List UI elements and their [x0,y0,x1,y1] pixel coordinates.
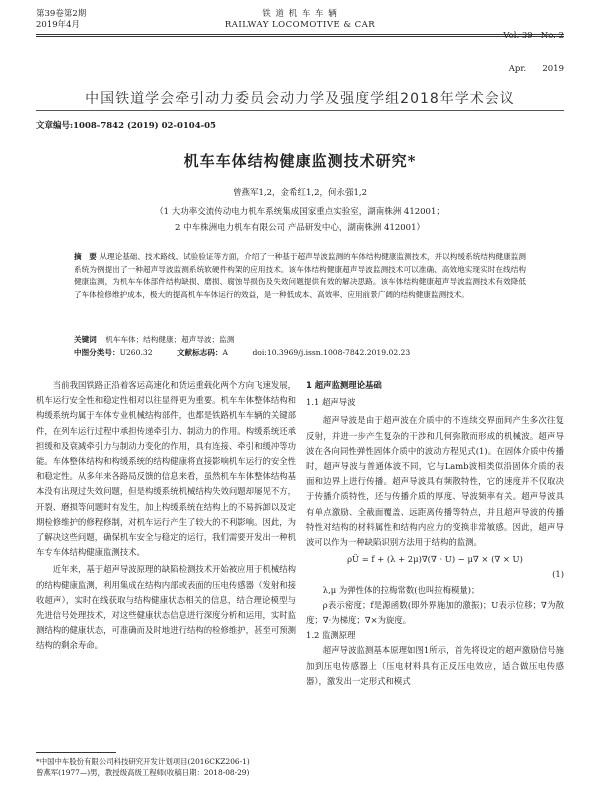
section-1-heading: 1 超声监测理论基础 [306,380,382,390]
abstract-label: 摘 要 [74,252,97,261]
header-rule [36,34,564,35]
intro-paragraph-1: 当前我国铁路正沿着客运高速化和货运重载化两个方向飞速发展，机车运行安全性和稳定性相对以往显得更为重要。机车车体整体结构和构缓系统均属于车体专业机械结构部件，也都是铁路机车车辆的关键部件，在列车运行过程中承担传递牵引力、制动力的作用。构缓系统还承担缓和及衰减牵引力与制动力变化的作用，具有连接、牵引和缓冲等功能。车体整体结构和构缓系统的结构健康将直接影响机车运行的安全性和稳定性。从多年来各路局反馈的信息来看，虽然机车车体整体结构基本没有出现过失效问题，但是构缓系统机械结构失效问题却屡见不方，开裂、磨损等问题时有发生，加上构缓系统在结构上的不易拆卸以及定期检修维护的修程修制，对机车运行产生了较大的不利影响。因此，为了解决这些问题，确保机车安全与稳定的运行，我们需要开发出一种机车专车体结构健康监测技术。 [36,380,296,558]
keywords [74,334,526,347]
banner-rule [36,110,564,111]
footnote-rule [36,752,116,753]
doc-code: A [222,348,229,357]
authors: 曾燕军1,2，金希红1,2，何永强1,2 [232,188,368,198]
footnote-funding: *中国中车股份有限公司科技研究开发计划项目(2016CKZ206-1) [36,757,250,766]
wave-equation: ρÜ = f + (λ + 2μ)∇(∇ · U) − μ∇ × (∇ × U) [347,554,523,565]
section-1-1-paragraph: 超声导波是由于超声波在介质中的不连续交界面间产生多次往复反射，并进一步产生复杂的干涉和几何弥散而形成的机械波。超声导波在各向同性弹性固体介质中的波动方程见式(1)。在固体介质中传播时，超声导波与普通体波不同，它与Lamb波相类似沿固体介质的表面和边界上进行传播。超声导波具有频散特性，它的速度并不仅取决于传播介质特性，还与传播介质的厚度、导波频率有关。超声导波具有单点激励、全截面覆盖、远距离传播等特点，并且超声导波的传播特性对结构的材料属性和结构内应力的变换非常敏感。因此，超声导波可以作为一种缺陷识别方法用于结构的监测。 [306,415,564,548]
classification [74,347,534,360]
journal-issue: Vol. 39 No. 2 Apr. 2019 [503,31,564,74]
affiliation-1: （1 大功率交流传动电力机车系统集成国家重点实验室，湖南株洲 412001； [155,207,445,217]
clc-label: 中图分类号： [74,348,120,357]
clc-number: U260.32 [119,348,153,357]
affiliation-2: 2 中车株洲电力机车有限公司 产品研发中心，湖南株洲 412001） [175,223,425,233]
footnote [36,756,298,778]
section-1-2-paragraph: 超声导波监测基本原理如图1所示，首先将设定的超声激励信号施加到压电传感器上（压电材料具有正反压电效应，适合做压电传感器），激发出一定形式和模式 [306,645,564,686]
equation-note-2: ρ表示密度；f是源函数(即外界施加的激振)；U表示位移；∇为散度；∇·为梯度；∇×为旋度。 [306,599,564,626]
header-rule-thin [36,36,564,37]
abstract-text: 从理论基础、技术路线、试验验证等方面，介绍了一种基于超声导波监测的车体结构健康监测技术，并以构缓系统结构健康监测系统为例提出了一种超声导波监测系统软硬件构架的应用技术。该车体结构健康超声导波监测技术可以准确、高效地实现实时在线结构健康监测，为机车车体部件结构缺损、磨损、腐蚀导损伤及失效问题提供有效的解决思路。该车体结构健康超声导波监测技术有效降低了车体检修维护成本，极大的提高机车车体运行的效益，是一种低成本、高效率、应用前景广阔的结构健康监测技术。 [74,252,527,299]
journal-volume: 第39卷第2期 2019年4月 [36,9,87,30]
keywords-label: 关键词 [74,335,97,344]
equation-number: (1) [552,569,564,580]
conference-banner: 中国铁道学会牵引动力委员会动力学及强度学组2018年学术会议 [85,91,515,107]
article-number: 文章编号:1008-7842 (2019) 02-0104-05 [36,121,216,131]
keywords-text: 机车车体；结构健康；超声导波；监测 [105,335,235,344]
abstract [74,251,526,301]
equation-note-1: λ,μ 为弹性体的拉梅常数(也叫拉梅模量)； [322,584,480,595]
doc-code-label: 文献标志码： [176,348,223,357]
right-column [306,378,564,689]
journal-title: 铁 道 机 车 车 辆 RAILWAY LOCOMOTIVE & CAR [224,9,376,30]
section-1-2-heading: 1.2 监测原理 [306,630,356,641]
doi: doi:10.3969/j.issn.1008-7842.2019.02.23 [252,348,411,357]
paper-title: 机车车体结构健康监测技术研究* [183,152,417,170]
footnote-author: 曾燕军(1977—)男，教授级高级工程师(收稿日期：2018-08-29) [36,768,250,777]
left-column [36,378,296,654]
section-1-1-heading: 1.1 超声导波 [306,397,356,408]
intro-paragraph-2: 近年来，基于超声导波原理的缺陷检测技术开始被应用于机械结构的结构健康监测，利用集成在结构内部或表面的压电传感器（发射和接收超声），实时在线获取与结构健康状态相关的信息，结合理论模型与先进信号处理技术，对这些健康状态信息进行深度分析和运用，实时监测结构的健康状态，可准确而及时地进行结构的检修维护，甚至可预测结构的剩余寿命。 [36,564,296,651]
